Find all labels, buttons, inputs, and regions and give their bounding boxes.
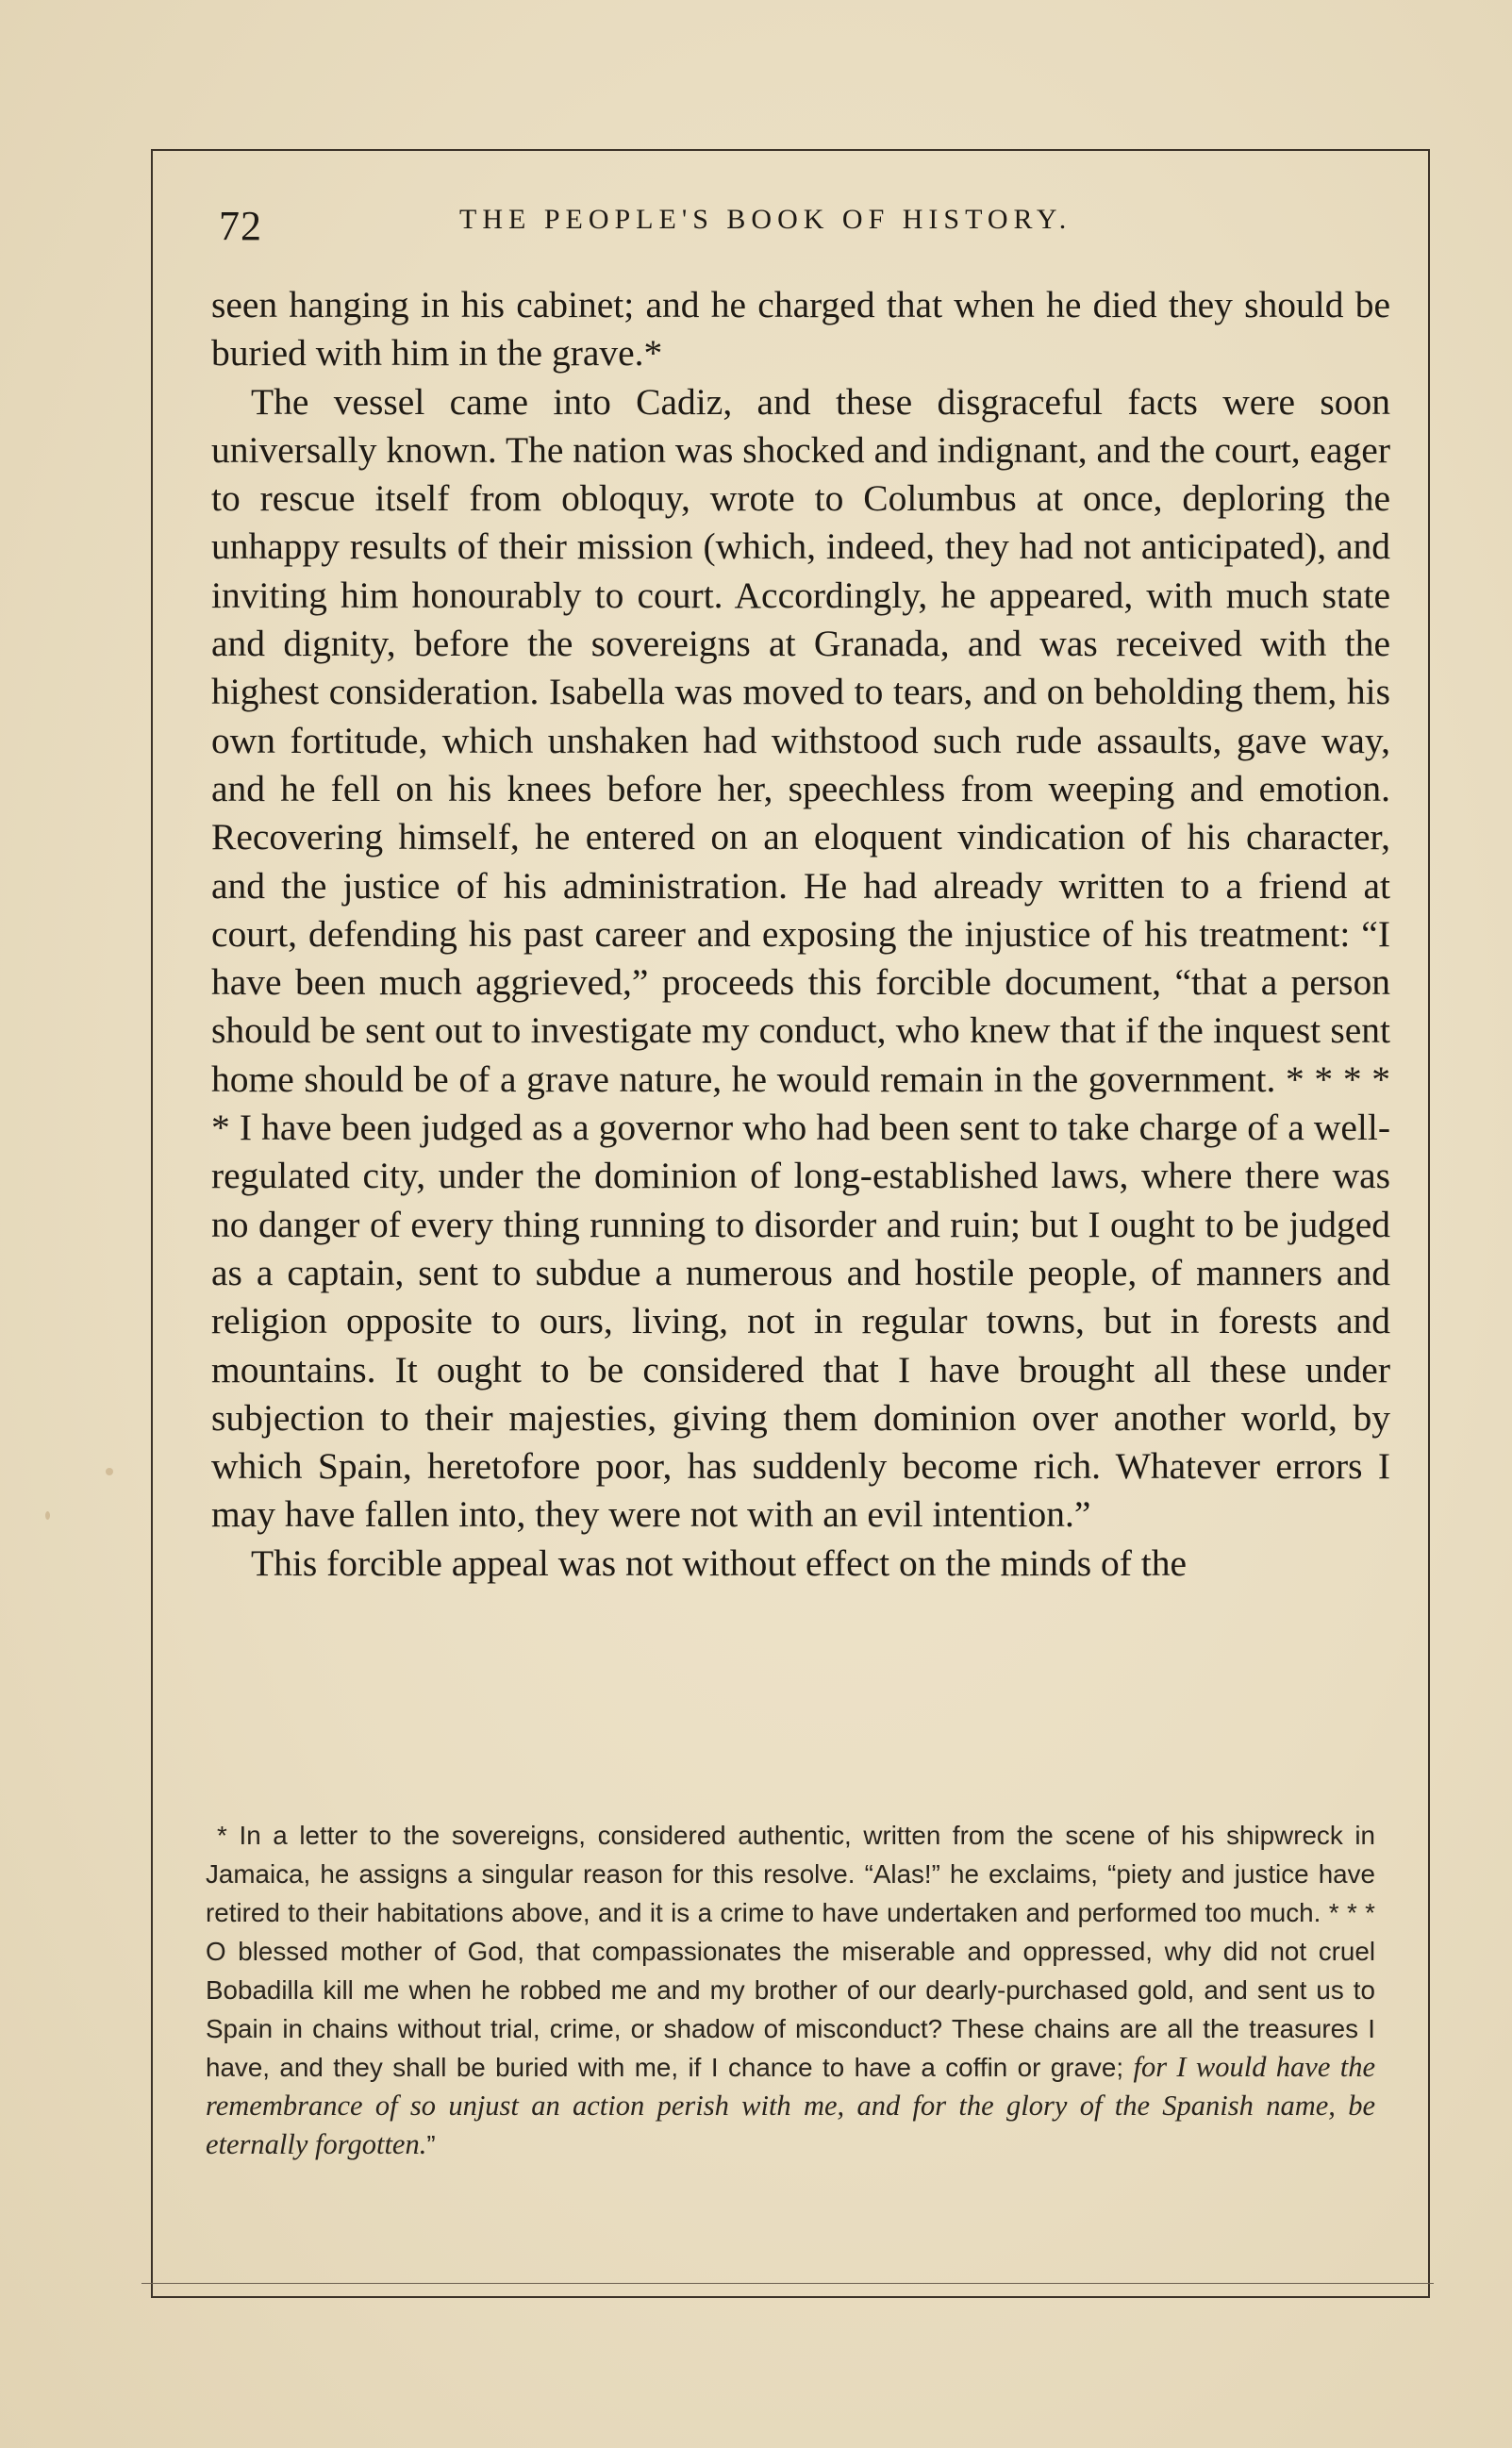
- header-title: THE PEOPLE'S BOOK OF HISTORY.: [459, 204, 1072, 235]
- running-head: [219, 196, 1388, 253]
- footnote-closing-quote: ”: [426, 2130, 436, 2159]
- page-number: 72: [219, 203, 262, 249]
- main-text: [211, 281, 1390, 1588]
- paper-spot: [106, 1468, 113, 1475]
- paragraph: This forcible appeal was not without effect on the minds of the: [251, 1541, 1187, 1584]
- footnote: [206, 1816, 1375, 2164]
- paper-spot: [45, 1511, 50, 1520]
- footnote-text: In a letter to the sovereigns, considered authentic, written from the scene of his shipwreck in Jamaica, he assigns a singular reason for this resolve. “Alas!” he exclaims, “piety and justice have retired to their habitations above, and it is a crime to have undertaken and performed too much. * * * O blessed mother of God, that compassionates the miserable and oppressed, why did not cruel Bobadilla kill me when he robbed me and my brother of our dearly-purchased gold, and sent us to Spain in chains without trial, crime, or shadow of misconduct? These chains are all the treasures I have, and they shall be buried with me, if I chance to have a coffin or grave;: [206, 1821, 1375, 2082]
- footnote-marker: *: [217, 1821, 227, 1850]
- footnote-italic-text: for I would have the remembrance of so unjust an action perish with me, and for the glory of the Spanish name, be eternally forgotten.: [206, 2051, 1375, 2160]
- paragraph: The vessel came into Cadiz, and these disgraceful facts were soon universally known. The nation was shocked and indignant, and the court, eager to rescue itself from obloquy, wrote to Columbus at once, deploring the unhappy results of their mission (which, indeed, they had not anticipated), and inviting him honourably to court. Accordingly, he appeared, with much state and dignity, before the sovereigns at Granada, and was received with the highest consideration. Isabella was moved to tears, and on beholding them, his own fortitude, which unshaken had withstood such rude assaults, gave way, and he fell on his knees before her, speechless from weeping and emotion. Recovering himself, he entered on an eloquent vindication of his character, and the justice of his administration. He had already written to a friend at court, defending his past career and exposing the injustice of his treatment: “I have been much aggrieved,” proceeds this forcible document, “that a person should be sent out to investigate my conduct, who knew that if the inquest sent home should be of a grave nature, he would remain in the government. * * * * * I have been judged as a governor who had been sent to take charge of a well-regulated city, under the dominion of long-established laws, where there was no danger of every thing running to disorder and ruin; but I ought to be judged as a captain, sent to subdue a numerous and hostile people, of manners and religion opposite to ours, living, not in regular towns, but in forests and mountains. It ought to be considered that I have brought all these under subjection to their majesties, giving them dominion over another world, by which Spain, heretofore poor, has suddenly become rich. Whatever errors I may have fallen into, they were not with an evil intention.”: [211, 380, 1390, 1536]
- bottom-rule: [141, 2283, 1434, 2284]
- paragraph: seen hanging in his cabinet; and he charged that when he died they should be buried with him in the grave.*: [211, 284, 1390, 375]
